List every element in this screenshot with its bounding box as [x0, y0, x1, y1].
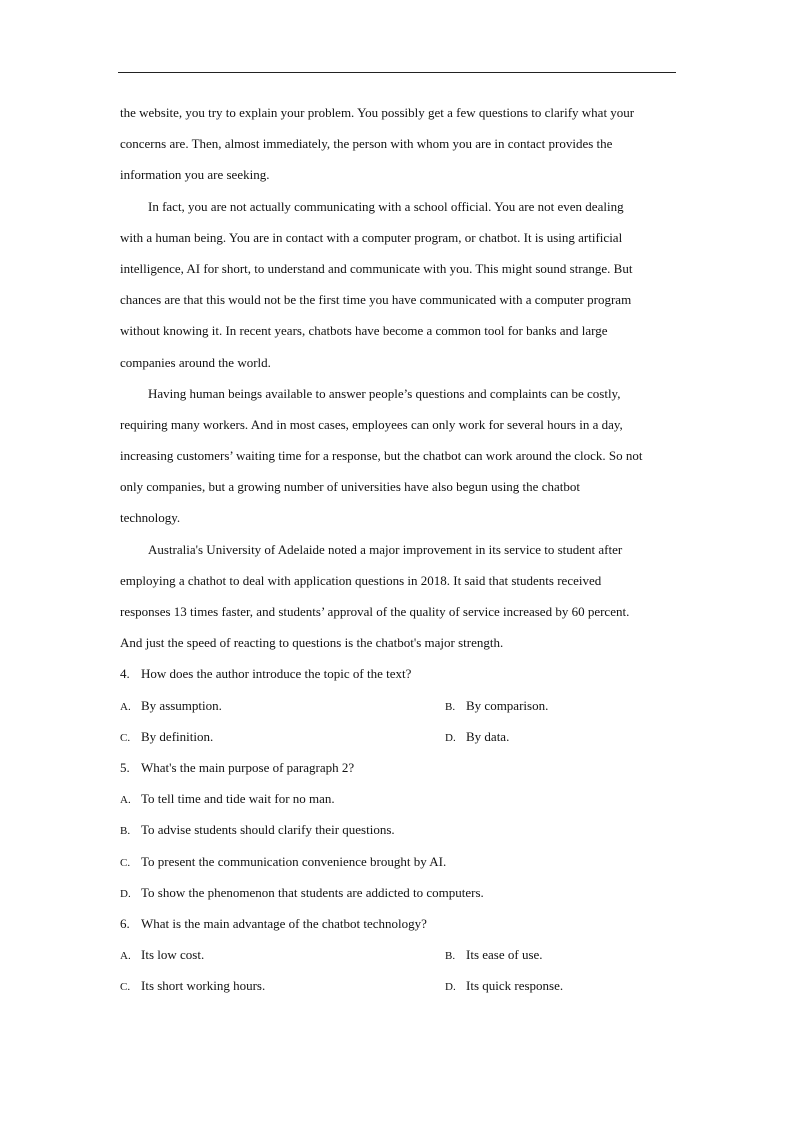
question-6 [120, 908, 676, 1002]
option-c[interactable] [120, 846, 676, 877]
option-text: Its short working hours. [141, 978, 266, 994]
text-line: And just the speed of reacting to questions is the chatbot's major strength. [120, 635, 504, 651]
option-a[interactable] [120, 690, 222, 723]
question-text: How does the author introduce the topic of the text? [141, 666, 412, 682]
option-text: By data. [466, 728, 510, 744]
option-letter: B. [445, 700, 456, 713]
option-a[interactable] [120, 939, 204, 972]
text-line: Australia's University of Adelaide noted a major improvement in its service to student after [148, 541, 623, 557]
option-letter: D. [120, 887, 131, 900]
paragraph-2 [120, 191, 676, 378]
paragraph-1 [120, 97, 676, 191]
text-line: technology. [120, 510, 181, 526]
text-line: concerns are. Then, almost immediately, the person with whom you are in contact provides the [120, 136, 613, 152]
option-text: By assumption. [141, 697, 222, 713]
question-4 [120, 658, 676, 752]
question-text: What's the main purpose of paragraph 2? [141, 759, 355, 775]
question-number: 4. [120, 666, 130, 682]
option-letter: B. [120, 825, 131, 838]
option-letter: D. [445, 981, 456, 994]
option-text: Its low cost. [141, 947, 205, 963]
option-b[interactable] [445, 939, 543, 972]
text-line: chances are that this would not be the first time you have communicated with a computer program [120, 292, 632, 308]
option-text: Its ease of use. [466, 947, 543, 963]
option-letter: D. [445, 731, 456, 744]
option-a[interactable] [120, 783, 676, 814]
question-stem [120, 752, 676, 783]
question-number: 6. [120, 915, 130, 931]
option-text: To tell time and tide wait for no man. [141, 791, 335, 807]
text-line: without knowing it. In recent years, chatbots have become a common tool for banks and large [120, 323, 608, 339]
option-text: To show the phenomenon that students are addicted to computers. [141, 884, 484, 900]
header-rule [118, 72, 676, 73]
text-line: intelligence, AI for short, to understand and communicate with you. This might sound strange. But [120, 260, 633, 276]
question-5 [120, 752, 676, 908]
text-line: requiring many workers. And in most cases, employees can only work for several hours in a day, [120, 416, 623, 432]
option-c[interactable] [120, 721, 213, 754]
page-content [120, 97, 676, 1001]
option-text: By comparison. [466, 697, 549, 713]
option-letter: C. [120, 856, 131, 869]
text-line: Having human beings available to answer people’s questions and complaints can be costly, [148, 385, 621, 401]
text-line: the website, you try to explain your problem. You possibly get a few questions to clarify what your [120, 105, 635, 120]
paragraph-3 [120, 378, 676, 534]
text-line: only companies, but a growing number of universities have also begun using the chatbot [120, 479, 580, 495]
text-line: with a human being. You are in contact with a computer program, or chatbot. It is using artificial [120, 229, 623, 245]
option-letter: A. [120, 700, 131, 713]
option-text: Its quick response. [466, 978, 564, 994]
option-b[interactable] [120, 814, 676, 845]
option-d[interactable] [445, 970, 563, 1003]
option-d[interactable] [120, 877, 676, 908]
question-stem [120, 908, 676, 939]
text-line: employing a chathot to deal with application questions in 2018. It said that students received [120, 572, 602, 588]
option-text: By definition. [141, 728, 214, 744]
text-line: responses 13 times faster, and students’ approval of the quality of service increased by 60 percent. [120, 604, 630, 619]
option-row [120, 970, 676, 1001]
option-text: To present the communication convenience brought by AI. [141, 853, 447, 869]
paragraph-4 [120, 534, 676, 659]
option-c[interactable] [120, 970, 265, 1003]
option-row [120, 690, 676, 721]
text-line: information you are seeking. [120, 167, 270, 183]
option-b[interactable] [445, 690, 548, 723]
option-letter: C. [120, 981, 131, 994]
option-row [120, 939, 676, 970]
text-line: increasing customers’ waiting time for a response, but the chatbot can work around the clock. So not [120, 448, 643, 464]
option-letter: C. [120, 731, 131, 744]
text-line: companies around the world. [120, 354, 271, 370]
option-d[interactable] [445, 721, 509, 754]
option-text: To advise students should clarify their questions. [141, 822, 395, 838]
question-stem [120, 658, 676, 689]
question-text: What is the main advantage of the chatbot technology? [141, 915, 427, 931]
option-letter: A. [120, 794, 131, 807]
question-number: 5. [120, 759, 130, 775]
option-row [120, 721, 676, 752]
text-line: In fact, you are not actually communicating with a school official. You are not even dealing [148, 198, 624, 214]
option-letter: B. [445, 950, 456, 963]
option-letter: A. [120, 950, 131, 963]
